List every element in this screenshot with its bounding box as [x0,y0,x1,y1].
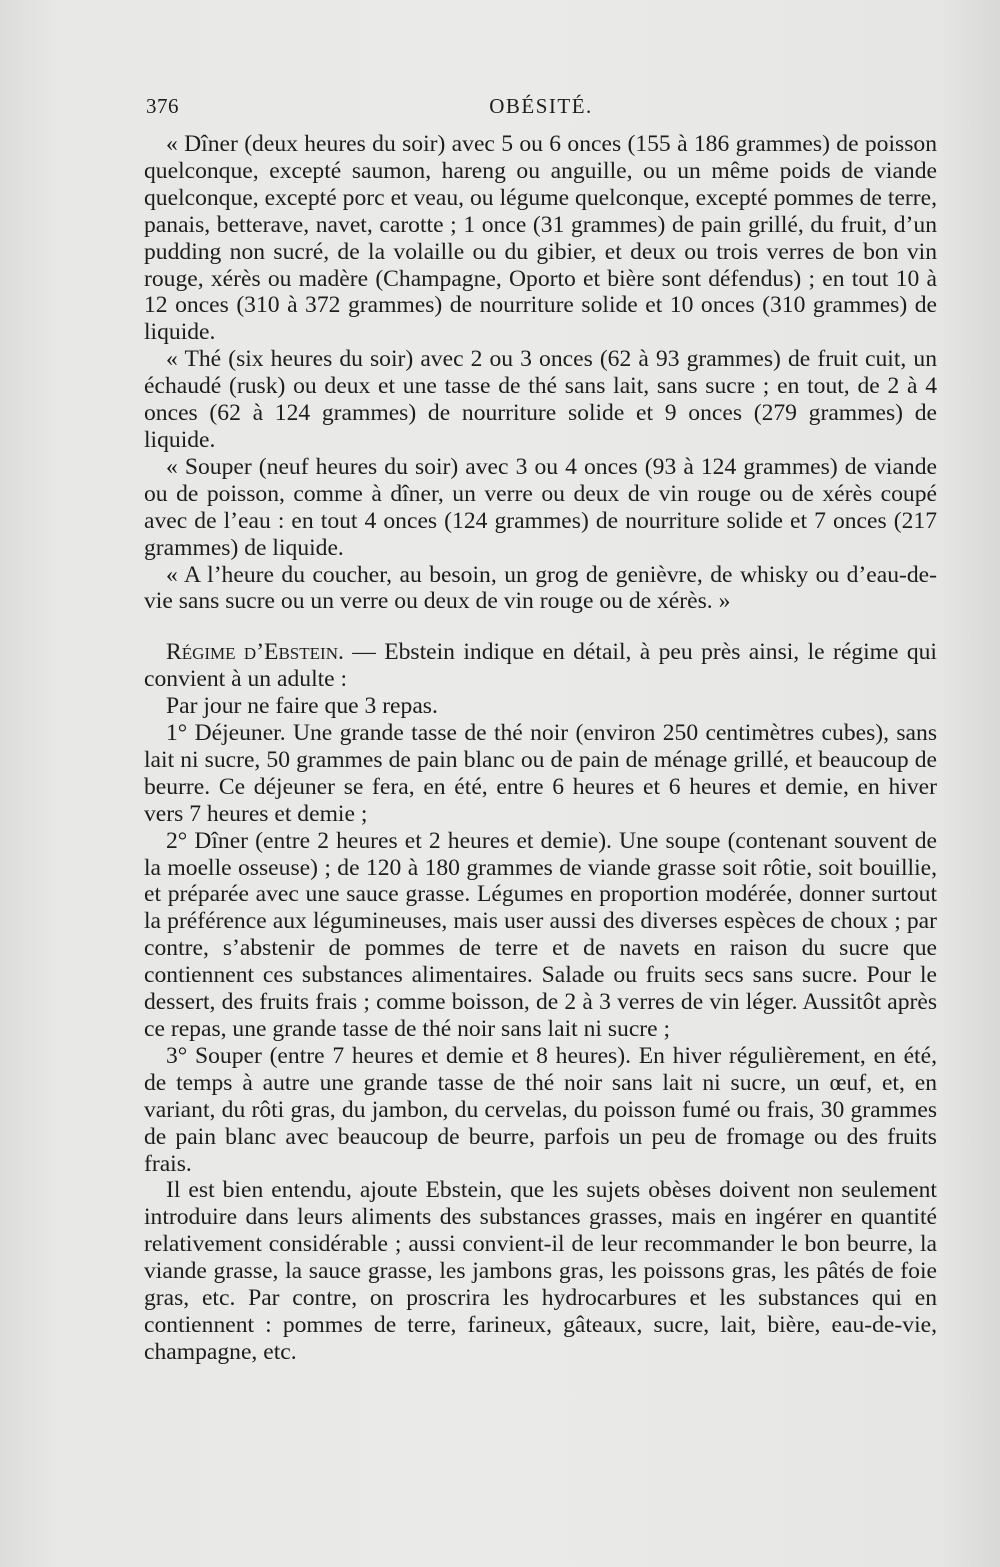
running-title: OBÉSITÉ. [489,94,593,118]
paragraph-souper-ebstein: 3° Souper (entre 7 heures et demie et 8 heures). En hiver régulièrement, en été, de temps à autre une grande tasse de thé noir sans lait ni sucre, un œuf, et, en variant, du rôti gras, du jambon, du cervelas, du poisson fumé ou frais, 30 grammes de pain blanc avec beaucoup de beurre, parfois un peu de fromage ou des fruits frais. [144,1042,937,1177]
paragraph-coucher: « A l’heure du coucher, au besoin, un grog de genièvre, de whisky ou d’eau-de-vie sans sucre ou un verre ou deux de vin rouge ou de xérès. » [144,561,937,615]
paragraph-regime-ebstein [144,639,937,693]
text-body [144,131,937,1366]
page-number: 376 [146,94,179,118]
page-header [146,94,936,124]
paragraph-the: « Thé (six heures du soir) avec 2 ou 3 onces (62 à 93 grammes) de fruit cuit, un échaudé (rusk) ou deux et une tasse de thé sans lait, sans sucre ; en tout, de 2 à 4 onces (62 à 124 grammes) de nourriture solide et 9 onces (279 grammes) de liquide. [144,346,937,453]
paragraph-diner-ebstein: 2° Dîner (entre 2 heures et 2 heures et demie). Une soupe (contenant souvent de la moelle osseuse) ; de 120 à 180 grammes de viande grasse soit rôtie, soit bouillie, et préparée avec une sauce grasse. Légumes en proportion modérée, donner surtout la préférence aux légumineuses, mais user aussi des diverses espèces de choux ; par contre, s’abstenir de pommes de terre et de navets en raison du sucre que contiennent ces substances alimentaires. Salade ou fruits secs sans sucre. Pour le dessert, des fruits frais ; comme boisson, de 2 à 3 verres de vin léger. Aussitôt après ce repas, une grande tasse de thé noir sans lait ni sucre ; [144,827,937,1042]
paragraph-diner: « Dîner (deux heures du soir) avec 5 ou 6 onces (155 à 186 grammes) de poisson quelconque, excepté saumon, hareng ou anguille, ou un même poids de viande quelconque, excepté porc et veau, ou légume quelconque, excepté pommes de terre, panais, betterave, navet, carotte ; 1 once (31 grammes) de pain grillé, du fruit, d’un pudding non sucré, de la volaille ou du gibier, et deux ou trois verres de bon vin rouge, xérès ou madère (Champagne, Oporto et bière sont défendus) ; en tout 10 à 12 onces (310 à 372 grammes) de nourriture solide et 10 onces (310 grammes) de liquide. [144,131,937,346]
paragraph-repas: Par jour ne faire que 3 repas. [166,693,438,720]
paragraph-dejeuner: 1° Déjeuner. Une grande tasse de thé noir (environ 250 centimètres cubes), sans lait ni sucre, 50 grammes de pain blanc ou de pain de ménage grillé, et beaucoup de beurre. Ce déjeuner se fera, en été, entre 6 heures et 6 heures et demie, en hiver vers 7 heures et demie ; [144,720,937,827]
section-heading: Régime d’Ebstein. [166,639,344,666]
paragraph-conclusion: Il est bien entendu, ajoute Ebstein, que les sujets obèses doivent non seulement introduire dans leurs aliments des substances grasses, mais en ingérer en quantité relativement considérable ; aussi convient-il de leur recommander le bon beurre, la viande grasse, la sauce grasse, les jambons gras, les poissons gras, les pâtés de foie gras, etc. Par contre, on proscrira les hydrocarbures et les substances qui en contiennent : pommes de terre, farineux, gâteaux, sucre, lait, bière, eau-de-vie, champagne, etc. [144,1177,937,1365]
section-intro: — Ebstein indique en détail, à peu près ainsi, le régime qui convient à un adulte : [144,639,937,693]
paragraph-souper: « Souper (neuf heures du soir) avec 3 ou 4 onces (93 à 124 grammes) de viande ou de poisson, comme à dîner, un verre ou deux de vin rouge ou de xérès coupé avec de l’eau : en tout 4 onces (124 grammes) de nourriture solide et 7 onces (217 grammes) de liquide. [144,453,937,561]
